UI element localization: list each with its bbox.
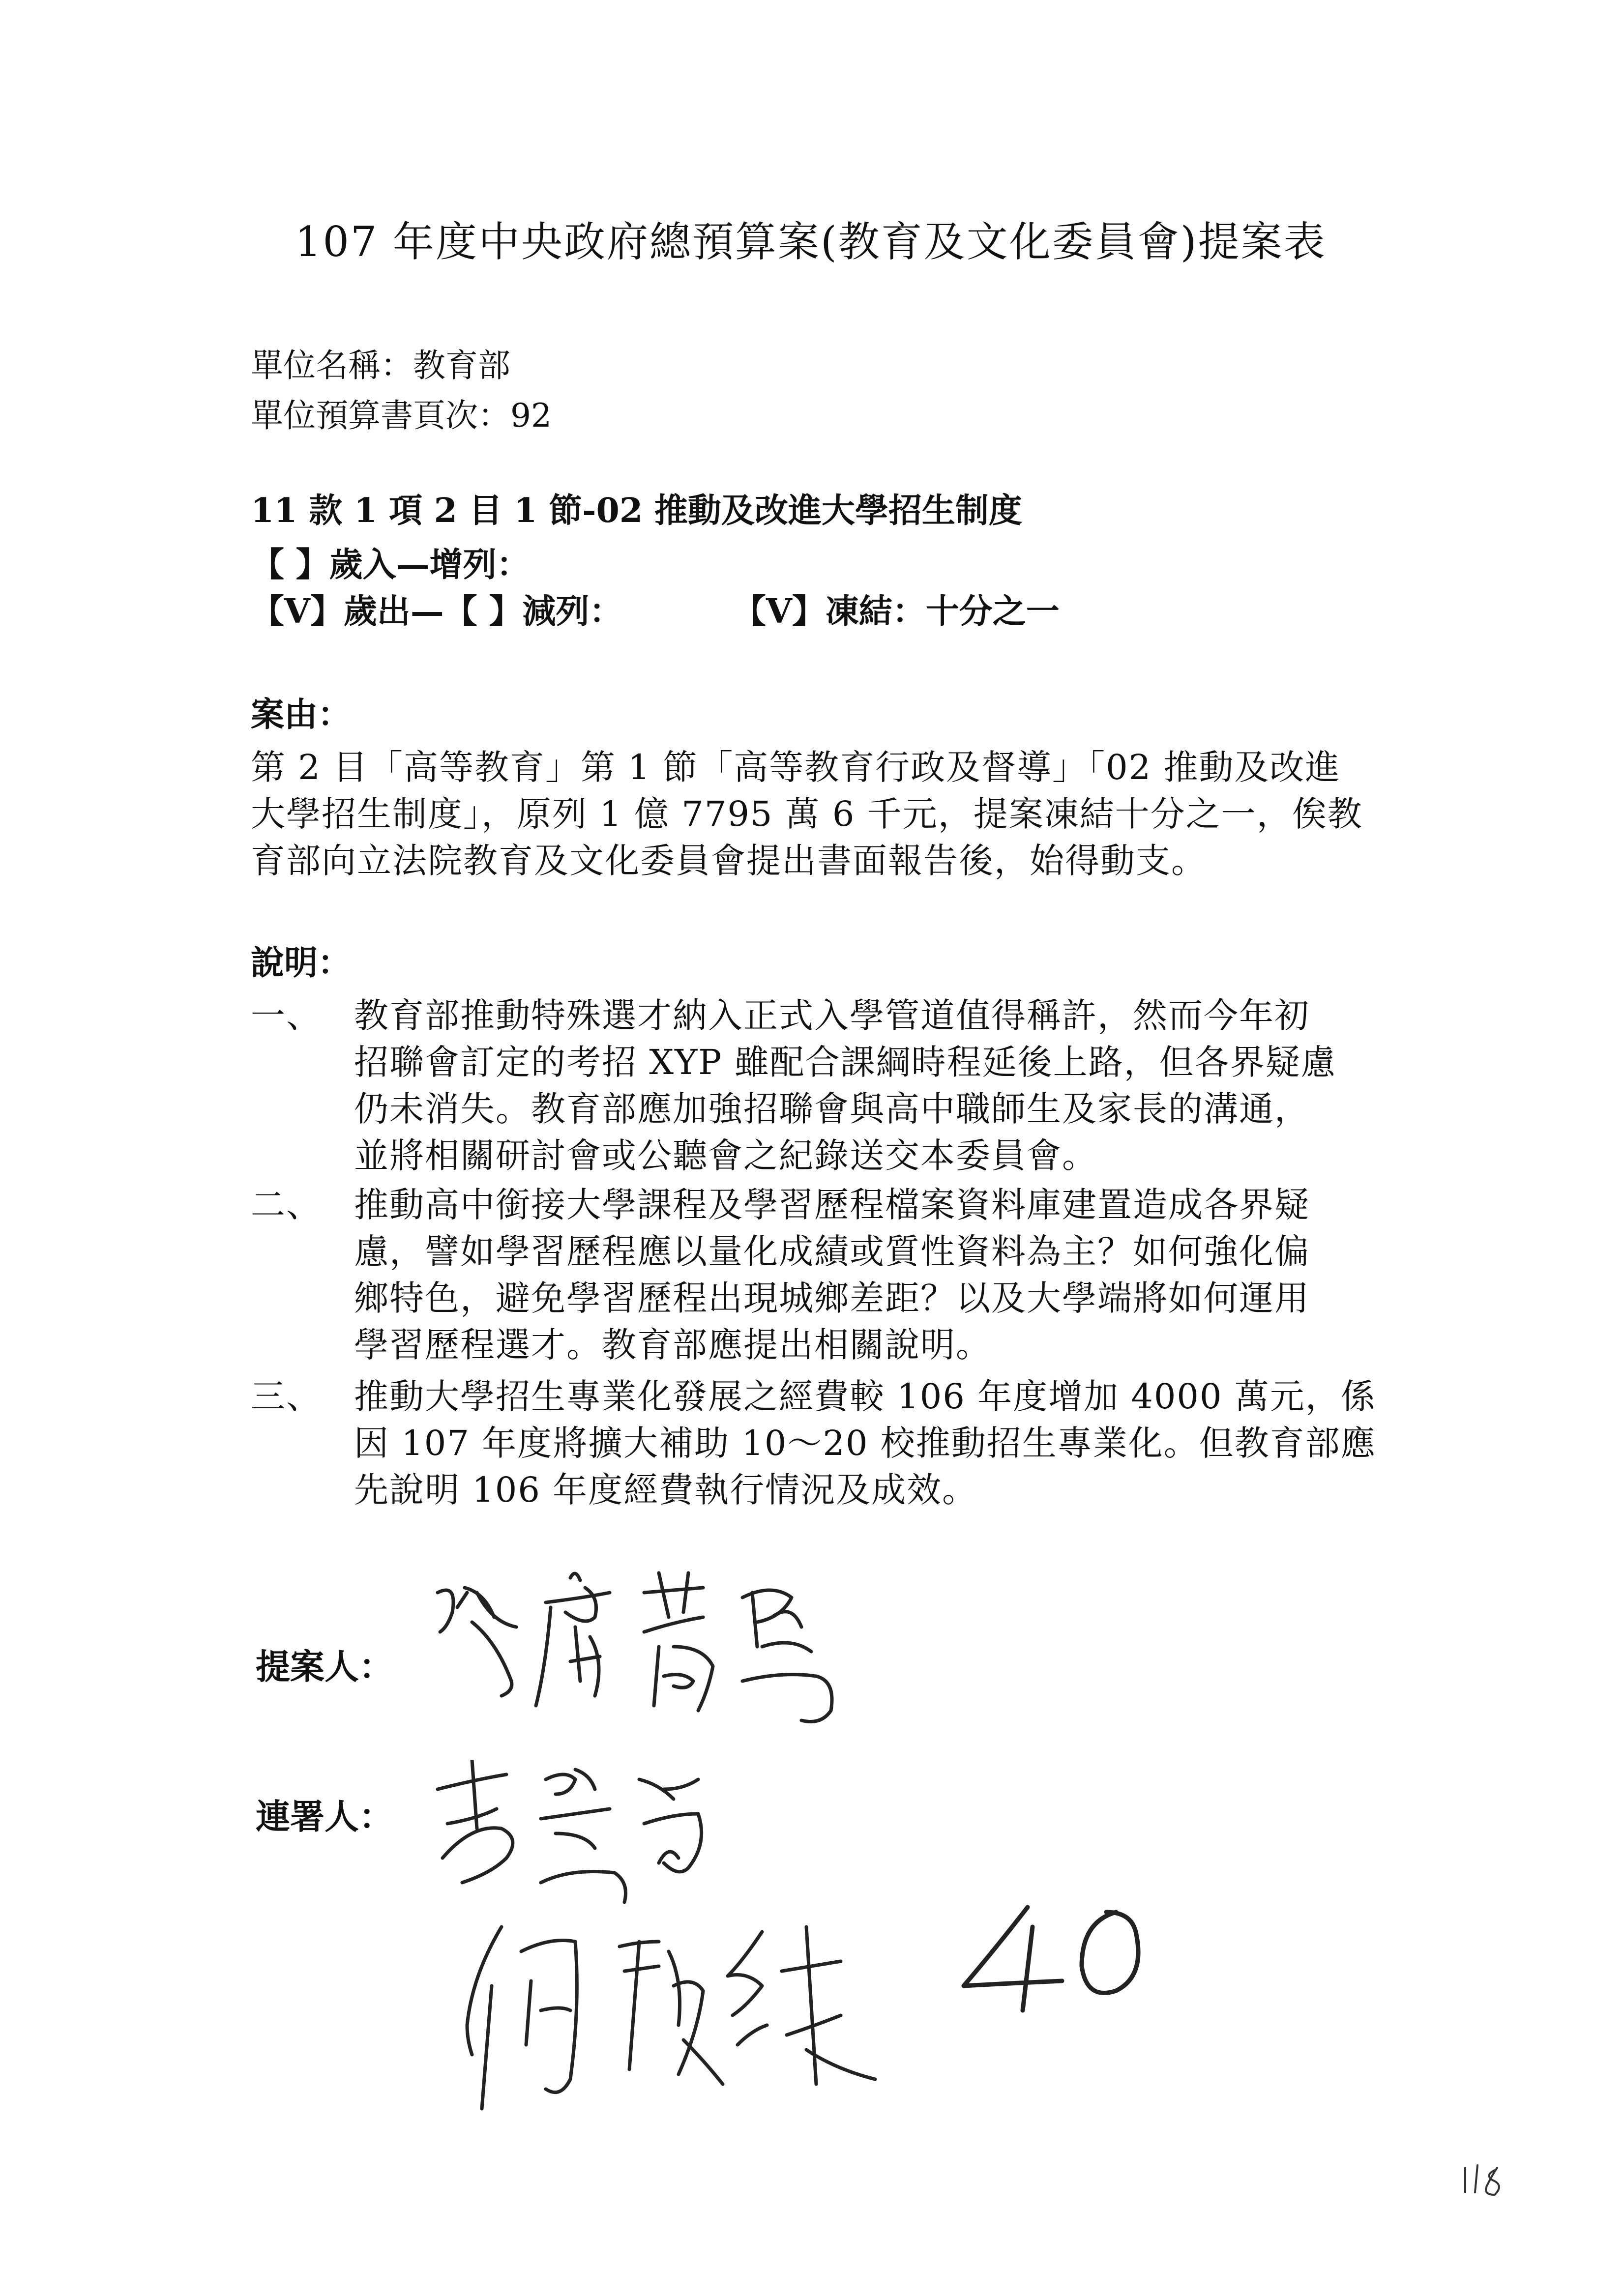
explanation-item-number: 三、 xyxy=(251,1376,322,1417)
freeze-line: 【V】凍結：十分之一 xyxy=(733,592,1060,631)
explanation-line: 學習歷程選才。教育部應提出相關說明。 xyxy=(354,1325,991,1365)
explanation-line: 並將相關研討會或公聽會之紀錄送交本委員會。 xyxy=(354,1135,1097,1176)
explanation-label: 說明： xyxy=(251,943,352,983)
explanation-line: 因 107 年度將擴大補助 10～20 校推動招生專業化。但教育部應 xyxy=(354,1423,1376,1463)
proposer-label: 提案人： xyxy=(256,1646,393,1687)
page-title: 107 年度中央政府總預算案(教育及文化委員會)提案表 xyxy=(295,218,1327,266)
reason-line: 育部向立法院教育及文化委員會提出書面報告後，始得動支。 xyxy=(251,841,1207,881)
explanation-line: 推動大學招生專業化發展之經費較 106 年度增加 4000 萬元，係 xyxy=(354,1376,1376,1417)
section-heading: 11 款 1 項 2 目 1 節-02 推動及改進大學招生制度 xyxy=(251,491,1022,530)
page-mark-118 xyxy=(1455,2158,1519,2202)
cosigner-label: 連署人： xyxy=(256,1796,393,1837)
explanation-item-number: 二、 xyxy=(251,1185,322,1225)
explanation-item-number: 一、 xyxy=(251,995,322,1036)
explanation-line: 慮，譬如學習歷程應以量化成績或質性資料為主？如何強化偏 xyxy=(354,1231,1310,1272)
explanation-line: 仍未消失。教育部應加強招聯會與高中職師生及家長的溝通， xyxy=(354,1089,1310,1129)
explanation-line: 教育部推動特殊選才納入正式入學管道值得稱許，然而今年初 xyxy=(354,995,1310,1036)
cosigner-signature-2 xyxy=(462,1912,954,2133)
reason-line: 第 2 目「高等教育」第 1 節「高等教育行政及督導」「02 推動及改進 xyxy=(251,747,1341,787)
explanation-line: 鄉特色，避免學習歷程出現城鄉差距？以及大學端將如何運用 xyxy=(354,1278,1310,1318)
explanation-line: 先說明 106 年度經費執行情況及成效。 xyxy=(354,1470,978,1510)
explanation-line: 推動高中銜接大學課程及學習歷程檔案資料庫建置造成各界疑 xyxy=(354,1185,1310,1225)
explanation-line: 招聯會訂定的考招 XYP 雖配合課綱時程延後上路，但各界疑慮 xyxy=(354,1042,1336,1082)
cosigner-signature-1 xyxy=(428,1760,723,1922)
reason-line: 大學招生制度」，原列 1 億 7795 萬 6 千元，提案凍結十分之一，俟教 xyxy=(251,794,1363,834)
unit-name: 單位名稱：教育部 xyxy=(251,347,510,384)
revenue-line: 【 】歲入—增列： xyxy=(251,545,530,584)
proposer-signature xyxy=(428,1563,895,1760)
handwritten-number-40 xyxy=(954,1897,1180,2020)
expenditure-line: 【V】歲出—【 】減列： xyxy=(251,592,623,631)
budget-page: 單位預算書頁次：92 xyxy=(251,397,552,435)
reason-label: 案由： xyxy=(251,695,352,734)
